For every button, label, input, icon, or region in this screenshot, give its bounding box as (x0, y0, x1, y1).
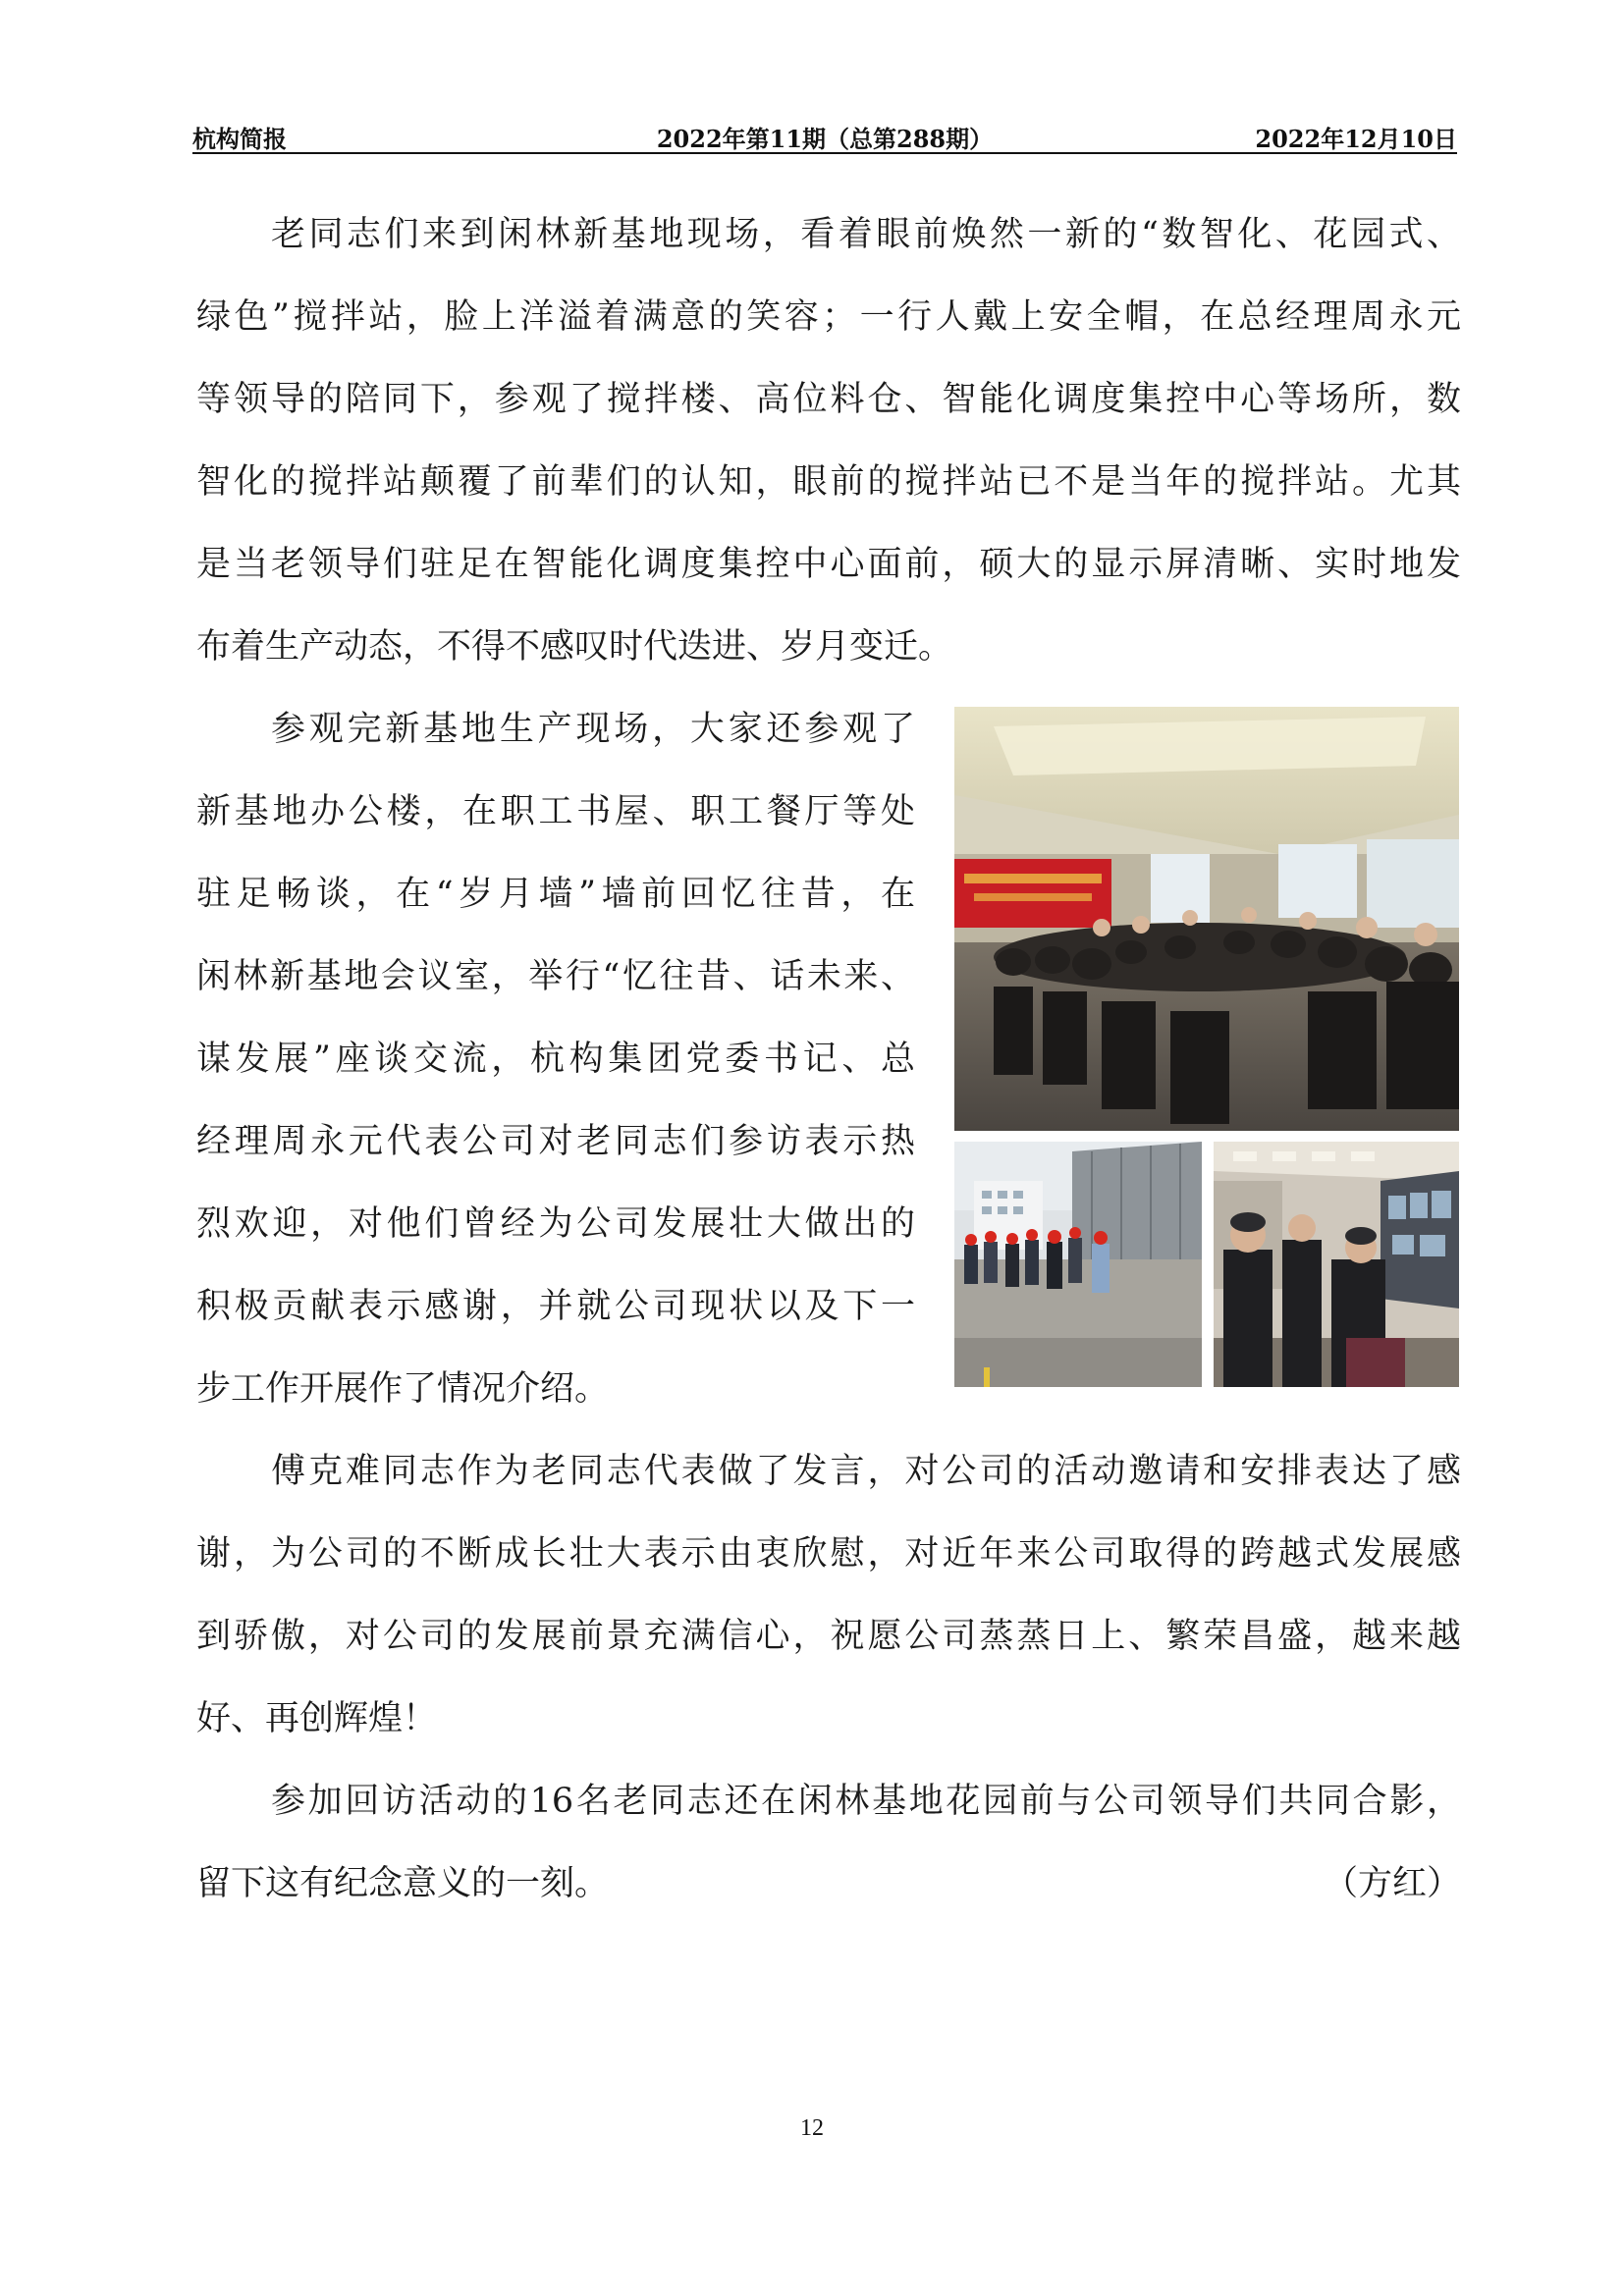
text-line: 烈欢迎，对他们曾经为公司发展壮大做出的 (196, 1204, 915, 1244)
text-line: 好、再创辉煌！ (196, 1699, 438, 1738)
text-line: 步工作开展作了情况介绍。 (196, 1369, 610, 1409)
text-line: 留下这有纪念意义的一刻。 (196, 1864, 610, 1903)
paragraph-1 (196, 193, 1461, 688)
text-line: 老同志们来到闲林新基地现场，看着眼前焕然一新的“数智化、花园式、 (271, 215, 1461, 254)
text-line: 到骄傲，对公司的发展前景充满信心，祝愿公司蒸蒸日上、繁荣昌盛，越来越 (196, 1617, 1461, 1656)
memory-wall-photo (1214, 1142, 1459, 1387)
author-signature: （方红） (1323, 1864, 1461, 1903)
text-line: 智化的搅拌站颠覆了前辈们的认知，眼前的搅拌站已不是当年的搅拌站。尤其 (196, 462, 1461, 502)
text-line: 积极贡献表示感谢，并就公司现状以及下一 (196, 1287, 915, 1326)
text-line: 闲林新基地会议室，举行“忆往昔、话未来、 (196, 957, 915, 996)
text-line: 新基地办公楼，在职工书屋、职工餐厅等处 (196, 792, 915, 831)
text-line: 谢，为公司的不断成长壮大表示由衷欣慰，对近年来公司取得的跨越式发展感 (196, 1534, 1461, 1574)
text-line: 傅克难同志作为老同志代表做了发言，对公司的活动邀请和安排表达了感 (271, 1452, 1461, 1491)
text-line: 布着生产动态，不得不感叹时代迭进、岁月变迁。 (196, 627, 953, 667)
text-line: 参观完新基地生产现场，大家还参观了 (271, 710, 915, 749)
header-publication-name: 杭构简报 (192, 125, 287, 153)
header-issue-number: 2022年第11期（总第288期） (656, 125, 994, 153)
text-line: 谋发展”座谈交流，杭构集团党委书记、总 (196, 1040, 915, 1079)
page-header (192, 112, 1457, 155)
page-number: 12 (800, 2115, 824, 2141)
text-line: 是当老领导们驻足在智能化调度集控中心面前，硕大的显示屏清晰、实时地发 (196, 545, 1461, 584)
text-line: 等领导的陪同下，参观了搅拌楼、高位料仓、智能化调度集控中心等场所，数 (196, 380, 1461, 419)
paragraph-3 (196, 1430, 1461, 1760)
header-divider (192, 152, 1457, 154)
text-line: 驻足畅谈，在“岁月墙”墙前回忆往昔，在 (196, 875, 915, 914)
header-date: 2022年12月10日 (1255, 125, 1457, 153)
text-line: 参加回访活动的16名老同志还在闲林基地花园前与公司领导们共同合影， (271, 1782, 1461, 1821)
paragraph-4 (196, 1760, 1461, 1925)
site-visit-photo (954, 1142, 1202, 1387)
text-line: 经理周永元代表公司对老同志们参访表示热 (196, 1122, 915, 1161)
conference-room-meeting-photo (954, 707, 1459, 1131)
paragraph-2 (196, 688, 915, 1430)
text-line: 绿色”搅拌站，脸上洋溢着满意的笑容；一行人戴上安全帽，在总经理周永元 (196, 297, 1461, 337)
text-line-with-signature (196, 1842, 1461, 1925)
